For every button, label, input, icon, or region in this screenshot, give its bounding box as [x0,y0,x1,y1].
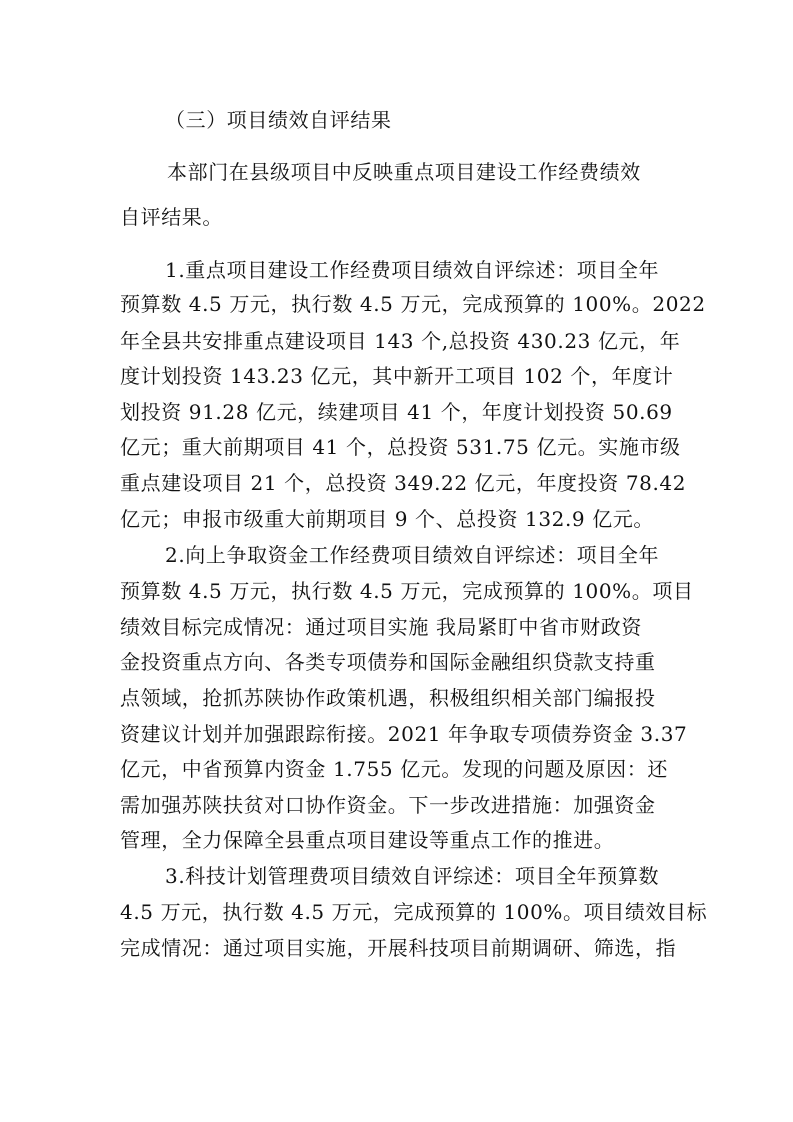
paragraph-line: 2.向上争取资金工作经费项目绩效自评综述：项目全年 [165,543,660,567]
paragraph-line: 绩效目标完成情况：通过项目实施 我局紧盯中省市财政资 [120,615,642,639]
paragraph-line: 度计划投资 143.23 亿元，其中新开工项目 102 个，年度计 [120,364,674,388]
paragraph-line: 预算数 4.5 万元，执行数 4.5 万元，完成预算的 100%。项目 [120,579,694,603]
paragraph-line: 4.5 万元，执行数 4.5 万元，完成预算的 100%。项目绩效目标 [120,900,708,924]
paragraph-line: 1.重点项目建设工作经费项目绩效自评综述：项目全年 [165,258,660,282]
section-heading: （三）项目绩效自评结果 [165,108,392,132]
paragraph-line: 预算数 4.5 万元，执行数 4.5 万元，完成预算的 100%。2022 [120,292,706,316]
paragraph-line: 3.科技计划管理费项目绩效自评综述：项目全年预算数 [165,864,660,888]
paragraph-line: 完成情况：通过项目实施，开展科技项目前期调研、筛选，指 [120,936,677,960]
paragraph-line: 资建议计划并加强跟踪衔接。2021 年争取专项债券资金 3.37 [120,722,688,746]
paragraph-line: 需加强苏陕扶贫对口协作资金。下一步改进措施：加强资金 [120,793,656,817]
paragraph-line: 亿元；申报市级重大前期项目 9 个、总投资 132.9 亿元。 [120,507,655,531]
paragraph-line: 亿元，中省预算内资金 1.755 亿元。发现的问题及原因：还 [120,757,668,781]
paragraph-line: 金投资重点方向、各类专项债券和国际金融组织贷款支持重 [120,650,656,674]
paragraph-line: 划投资 91.28 亿元，续建项目 41 个，年度计划投资 50.69 [120,400,673,424]
paragraph-line: 点领域，抢抓苏陕协作政策机遇，积极组织相关部门编报投 [120,686,656,710]
paragraph-line: 年全县共安排重点建设项目 143 个,总投资 430.23 亿元，年 [120,329,681,353]
paragraph-line: 亿元；重大前期项目 41 个，总投资 531.75 亿元。实施市级 [120,435,681,459]
paragraph-line: 重点建设项目 21 个，总投资 349.22 亿元，年度投资 78.42 [120,471,687,495]
intro-line: 本部门在县级项目中反映重点项目建设工作经费绩效 [167,160,641,184]
intro-line: 自评结果。 [120,205,223,229]
paragraph-line: 管理，全力保障全县重点项目建设等重点工作的推进。 [120,828,615,852]
